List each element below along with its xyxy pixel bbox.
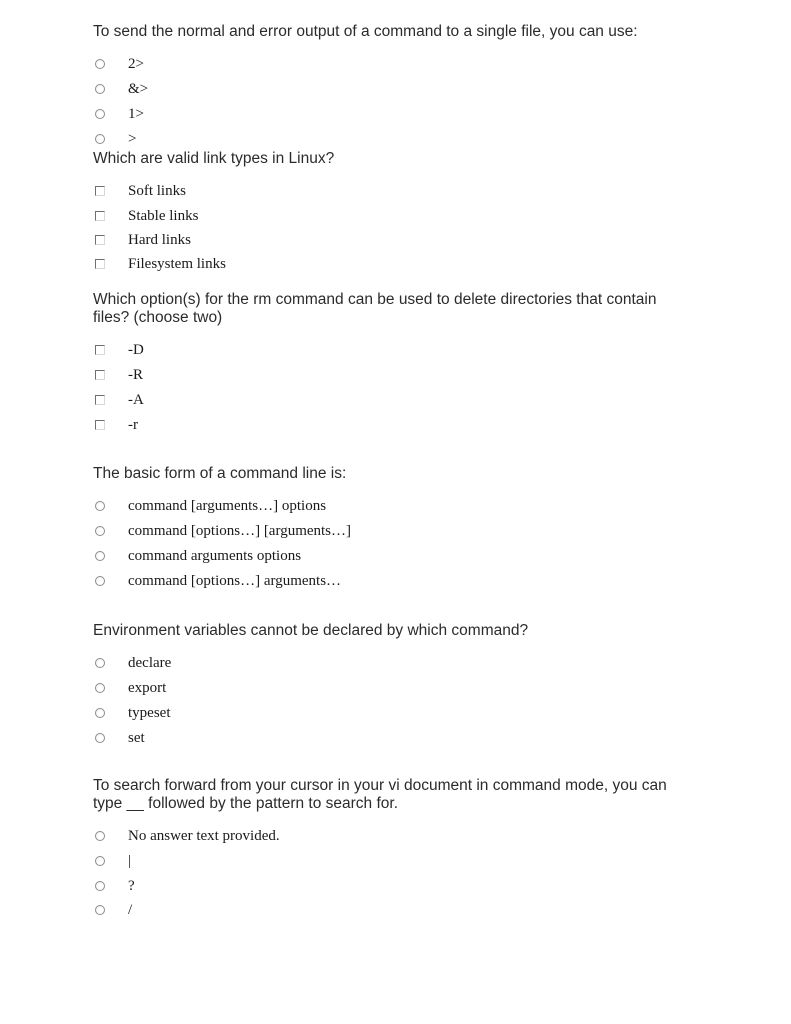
radio-button[interactable]	[95, 134, 105, 144]
question-text: Which option(s) for the rm command can be used to delete directories that contain files? (choose two)	[93, 291, 657, 326]
radio-button[interactable]	[95, 551, 105, 561]
option-label: -A	[128, 392, 144, 408]
option-label: command arguments options	[128, 548, 302, 564]
option-label: export	[128, 680, 167, 696]
option-label: /	[128, 902, 133, 918]
option-label: declare	[128, 655, 172, 671]
option-label: Filesystem links	[128, 256, 226, 272]
radio-button[interactable]	[95, 576, 105, 586]
question-text: Which are valid link types in Linux?	[93, 150, 335, 167]
question-4	[93, 465, 693, 589]
question-text: Environment variables cannot be declared by which command?	[93, 622, 529, 639]
option-label: Stable links	[128, 208, 199, 224]
radio-button[interactable]	[95, 905, 105, 915]
option-label: &>	[128, 81, 149, 97]
option-label: command [arguments…] options	[128, 498, 327, 514]
radio-button[interactable]	[95, 881, 105, 891]
option-label: ?	[128, 878, 135, 894]
radio-button[interactable]	[95, 856, 105, 866]
radio-button[interactable]	[95, 501, 105, 511]
question-5	[93, 622, 693, 746]
checkbox[interactable]	[95, 395, 105, 405]
question-2	[93, 150, 693, 272]
radio-button[interactable]	[95, 733, 105, 743]
option-label: >	[128, 131, 137, 147]
checkbox[interactable]	[95, 259, 105, 269]
option-label: -R	[128, 367, 143, 383]
radio-button[interactable]	[95, 109, 105, 119]
radio-button[interactable]	[95, 59, 105, 69]
checkbox[interactable]	[95, 345, 105, 355]
option-label: Hard links	[128, 232, 191, 248]
option-label: set	[128, 730, 145, 746]
checkbox[interactable]	[95, 211, 105, 221]
option-label: command [options…] arguments…	[128, 573, 342, 589]
question-1	[93, 23, 693, 147]
radio-button[interactable]	[95, 84, 105, 94]
question-text: The basic form of a command line is:	[93, 465, 347, 482]
option-label: 1>	[128, 106, 144, 122]
question-text: To search forward from your cursor in your vi document in command mode, you can type __ followed by the pattern to search for.	[93, 777, 667, 812]
option-label: |	[128, 853, 132, 869]
radio-button[interactable]	[95, 526, 105, 536]
option-label: -r	[128, 417, 138, 433]
question-3	[93, 291, 693, 433]
option-label: command [options…] [arguments…]	[128, 523, 352, 539]
checkbox[interactable]	[95, 235, 105, 245]
checkbox[interactable]	[95, 370, 105, 380]
question-text: To send the normal and error output of a command to a single file, you can use:	[93, 23, 638, 40]
option-label: Soft links	[128, 183, 186, 199]
radio-button[interactable]	[95, 708, 105, 718]
radio-button[interactable]	[95, 658, 105, 668]
radio-button[interactable]	[95, 683, 105, 693]
checkbox[interactable]	[95, 420, 105, 430]
radio-button[interactable]	[95, 831, 105, 841]
option-label: 2>	[128, 56, 144, 72]
option-label: -D	[128, 342, 144, 358]
option-label: No answer text provided.	[128, 828, 280, 844]
option-label: typeset	[128, 705, 171, 721]
checkbox[interactable]	[95, 186, 105, 196]
question-6	[93, 777, 693, 918]
